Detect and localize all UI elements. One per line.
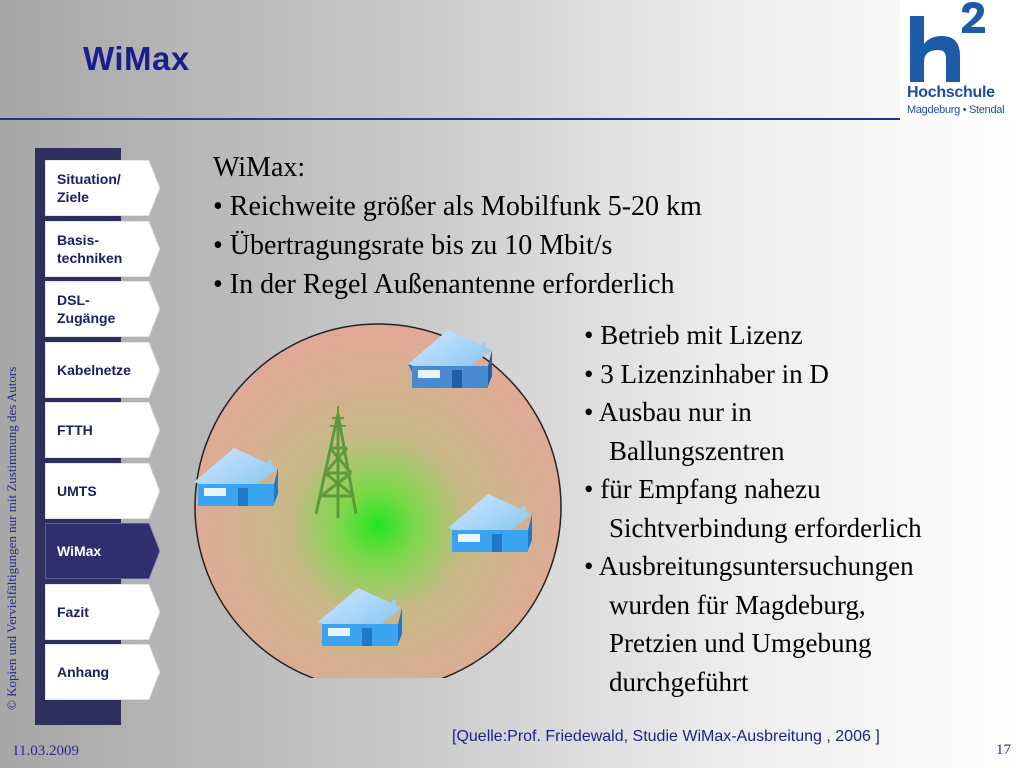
nav-item[interactable]	[45, 644, 160, 700]
bullet-continuation: Sichtverbindung erforderlich	[609, 512, 922, 543]
nav-item-label: DSL-Zugänge	[57, 292, 116, 326]
page-number: 17	[996, 742, 1011, 758]
nav-item-label: FTTH	[57, 422, 93, 438]
nav-item-label: Situation/ Ziele	[57, 171, 121, 205]
bullet-continuation: Pretzien und Umgebung	[609, 628, 872, 658]
bullet-continuation: durchgeführt	[609, 666, 749, 697]
slide-date: 11.03.2009	[12, 743, 79, 759]
bullet-antenna: • In der Regel Außenantenne erforderlich	[213, 269, 675, 300]
nav-item-label: Fazit	[57, 603, 89, 620]
nav-item[interactable]	[45, 160, 160, 216]
nav-item[interactable]	[45, 221, 160, 277]
bullet-continuation: wurden für Magdeburg,	[609, 589, 866, 620]
slide-title: WiMax	[83, 40, 190, 77]
source-citation: [Quelle:Prof. Friedewald, Studie WiMax-Ausbreitung , 2006 ]	[452, 728, 880, 745]
bullet-rate: • Übertragungsrate bis zu 10 Mbit/s	[213, 230, 613, 261]
main-content	[213, 148, 702, 304]
nav-item-label: WiMax	[57, 543, 102, 559]
nav-item-label: Basis-techniken	[57, 231, 123, 266]
bullet-line: • für Empfang nahezu	[584, 474, 821, 504]
nav-item[interactable]	[45, 584, 160, 640]
right-content	[584, 316, 922, 701]
bullet-line: • 3 Lizenzinhaber in D	[584, 358, 829, 389]
header-divider	[0, 118, 1024, 120]
hochschule-logo	[900, 0, 1024, 120]
h2-logo-mark	[900, 0, 1024, 84]
copyright-text: © Kopien und Vervielfältigungen nur mit Zustimmung des Autors	[4, 366, 19, 710]
nav-item[interactable]	[45, 463, 160, 519]
nav-item[interactable]	[45, 342, 160, 398]
copyright-notice	[4, 260, 24, 710]
nav-item-label: Kabelnetze	[57, 361, 131, 378]
nav-item[interactable]	[45, 402, 160, 458]
logo-text-hochschule: Hochschule	[907, 84, 995, 101]
bullet-range: • Reichweite größer als Mobilfunk 5-20 km	[213, 191, 702, 222]
nav-item[interactable]	[45, 523, 160, 579]
bullet-continuation: Ballungszentren	[609, 435, 785, 466]
nav-item-label: UMTS	[57, 482, 97, 499]
wimax-coverage-diagram	[190, 318, 570, 678]
nav-item-label: Anhang	[57, 664, 110, 680]
bullet-line: • Ausbreitungsuntersuchungen	[584, 551, 914, 581]
logo-text-location: Magdeburg • Stendal	[907, 104, 1005, 116]
nav-item[interactable]	[45, 281, 160, 337]
bullet-line: • Ausbau nur in	[584, 397, 752, 427]
content-heading: WiMax:	[213, 152, 306, 183]
bullet-line: • Betrieb mit Lizenz	[584, 320, 803, 350]
